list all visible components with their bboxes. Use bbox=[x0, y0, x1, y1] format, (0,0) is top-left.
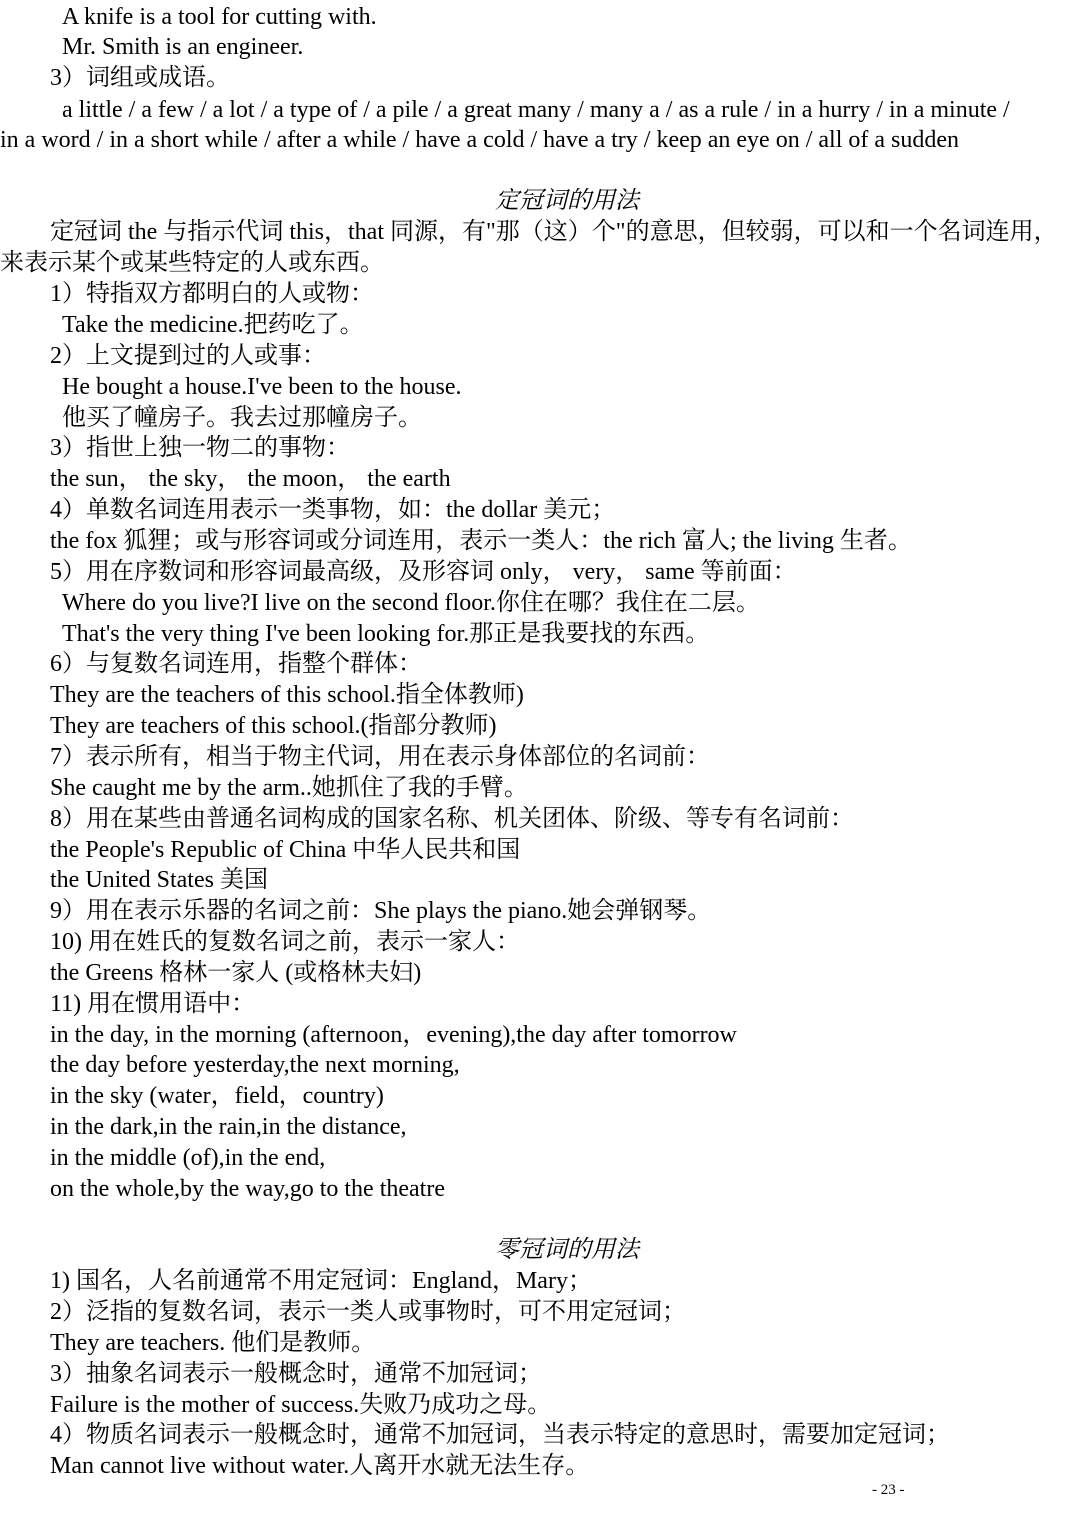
list-item-title: 5）用在序数词和形容词最高级，及形容词 only， very， same 等前面： bbox=[50, 559, 797, 585]
page-number: - 23 - bbox=[872, 1482, 905, 1498]
example-line: Mr. Smith is an engineer. bbox=[62, 34, 304, 60]
example-line: the Greens 格林一家人 (或格林夫妇) bbox=[50, 960, 422, 986]
example-line: They are teachers. 他们是教师。 bbox=[50, 1330, 376, 1356]
list-item-title: 9）用在表示乐器的名词之前：She plays the piano.她会弹钢琴。 bbox=[50, 898, 712, 924]
example-line: Failure is the mother of success.失败乃成功之母。 bbox=[50, 1392, 552, 1418]
paragraph-line: 来表示某个或某些特定的人或东西。 bbox=[0, 250, 384, 276]
list-item-title: 1）特指双方都明白的人或物： bbox=[50, 281, 374, 307]
list-item-title: 7）表示所有，相当于物主代词，用在表示身体部位的名词前： bbox=[50, 744, 710, 770]
example-line: the sun， the sky， the moon， the earth bbox=[50, 466, 451, 492]
example-line: in the dark,in the rain,in the distance, bbox=[50, 1114, 407, 1140]
list-item-title: 10) 用在姓氏的复数名词之前，表示一家人： bbox=[50, 929, 520, 955]
list-item-title: 3）词组或成语。 bbox=[50, 65, 230, 91]
example-line: the fox 狐狸；或与形容词或分词连用，表示一类人：the rich 富人; the living 生者。 bbox=[50, 528, 912, 554]
list-item-title: 11) 用在惯用语中： bbox=[50, 991, 256, 1017]
list-item-title: 2）泛指的复数名词，表示一类人或事物时，可不用定冠词； bbox=[50, 1299, 686, 1325]
example-line: She caught me by the arm..她抓住了我的手臂。 bbox=[50, 775, 528, 801]
example-line: in the day, in the morning (afternoon，evening),the day after tomorrow bbox=[50, 1022, 737, 1048]
list-item-title: 4）物质名词表示一般概念时，通常不加冠词，当表示特定的意思时，需要加定冠词； bbox=[50, 1422, 950, 1448]
phrase-line: in a word / in a short while / after a while / have a cold / have a try / keep an eye on / all of a sudden bbox=[0, 127, 960, 153]
example-line: in the middle (of),in the end, bbox=[50, 1145, 326, 1171]
list-item-title: 3）抽象名词表示一般概念时，通常不加冠词； bbox=[50, 1361, 542, 1387]
example-line: Take the medicine.把药吃了。 bbox=[62, 312, 364, 338]
example-line: That's the very thing I've been looking for.那正是我要找的东西。 bbox=[62, 621, 710, 647]
list-item-title: 1) 国名，人名前通常不用定冠词：England，Mary； bbox=[50, 1268, 592, 1294]
list-item-title: 2）上文提到过的人或事： bbox=[50, 343, 326, 369]
example-line: A knife is a tool for cutting with. bbox=[62, 4, 377, 30]
example-line: in the sky (water，field，country) bbox=[50, 1083, 384, 1109]
example-line: They are the teachers of this school.指全体教师) bbox=[50, 682, 524, 708]
list-item-title: 8）用在某些由普通名词构成的国家名称、机关团体、阶级、等专有名词前： bbox=[50, 806, 854, 832]
list-item-title: 6）与复数名词连用，指整个群体： bbox=[50, 651, 422, 677]
example-line: He bought a house.I've been to the house. bbox=[62, 374, 462, 400]
example-line: the People's Republic of China 中华人民共和国 bbox=[50, 837, 521, 863]
example-line: the day before yesterday,the next morning, bbox=[50, 1052, 460, 1078]
list-item-title: 3）指世上独一物二的事物： bbox=[50, 435, 350, 461]
example-line: on the whole,by the way,go to the theatre bbox=[50, 1176, 445, 1202]
paragraph-line: 定冠词 the 与指示代词 this，that 同源，有"那（这）个"的意思，但较弱，可以和一个名词连用， bbox=[50, 219, 1058, 245]
example-line: the United States 美国 bbox=[50, 867, 268, 893]
example-line: 他买了幢房子。我去过那幢房子。 bbox=[62, 405, 422, 431]
list-item-title: 4）单数名词连用表示一类事物，如：the dollar 美元； bbox=[50, 497, 616, 523]
section-heading-definite-article: 定冠词的用法 bbox=[495, 188, 639, 214]
section-heading-zero-article: 零冠词的用法 bbox=[495, 1237, 639, 1263]
phrase-line: a little / a few / a lot / a type of / a pile / a great many / many a / as a rule / in a hurry / in a minute / bbox=[62, 97, 1010, 123]
example-line: Man cannot live without water.人离开水就无法生存。 bbox=[50, 1453, 590, 1479]
example-line: Where do you live?I live on the second floor.你住在哪？我住在二层。 bbox=[62, 590, 760, 616]
example-line: They are teachers of this school.(指部分教师) bbox=[50, 713, 497, 739]
